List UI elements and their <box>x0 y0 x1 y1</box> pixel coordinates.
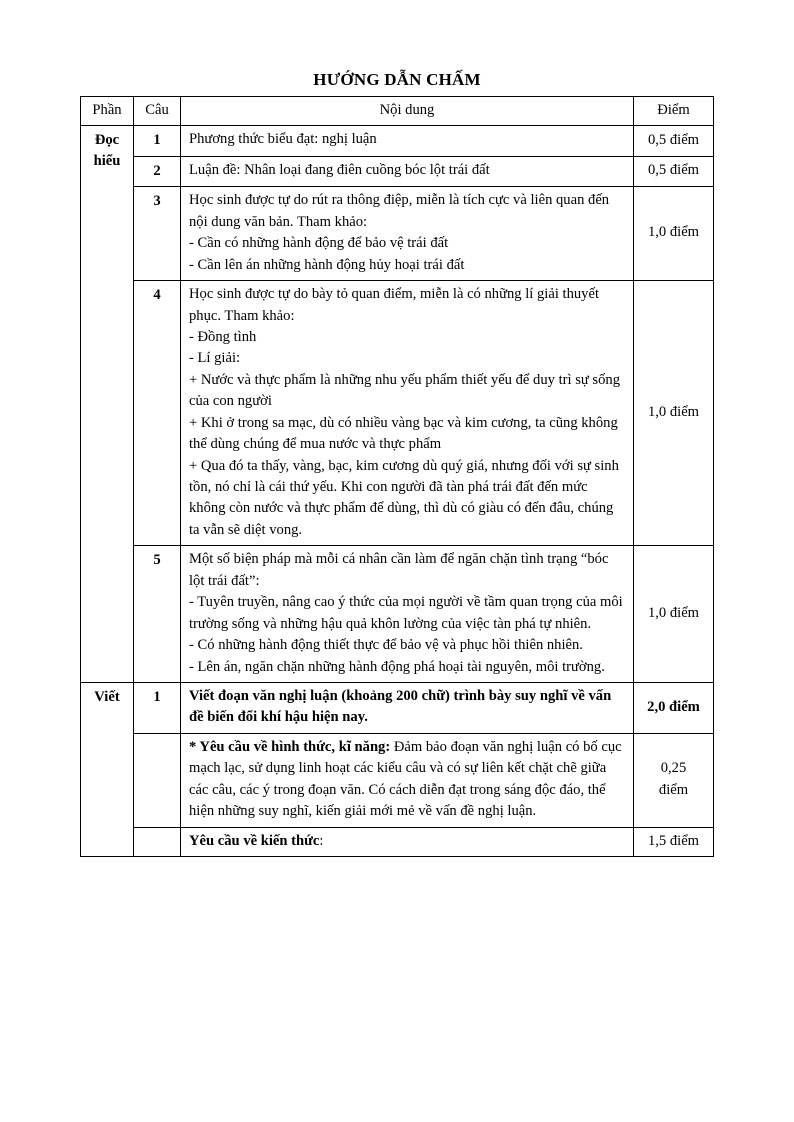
question-content <box>181 281 634 546</box>
question-number: 1 <box>134 126 181 156</box>
table-row <box>81 126 714 156</box>
content-line: Một số biện pháp mà mỗi cá nhân cần làm để ngăn chặn tình trạng “bóc lột trái đất”: <box>189 551 609 589</box>
content-rest: Đảm bảo đoạn văn nghị luận có bố cục mạch lạc, sử dụng linh hoạt các kiểu câu và có sự liên kết chặt chẽ giữa các câu, các ý trong đoạn văn. Có cách diễn đạt trong sáng độc đáo, thể hiện những suy nghĩ, kiến giải mới mẻ về vấn đề nghị luận. <box>189 738 622 820</box>
content-line: + Nước và thực phẩm là những nhu yếu phẩm thiết yếu để duy trì sự sống của con người <box>189 371 621 410</box>
content-line: - Có những hành động thiết thực để bảo vệ và phục hồi thiên nhiên. <box>189 637 583 654</box>
table-header-row <box>81 97 714 126</box>
page-title: HƯỚNG DẪN CHẤM <box>313 70 481 89</box>
content-line: - Cần có những hành động để bảo vệ trái đất <box>189 235 449 252</box>
question-content <box>181 546 634 683</box>
question-number: 4 <box>134 281 181 546</box>
content-rest: : <box>319 832 324 849</box>
content-line: - Tuyên truyền, nâng cao ý thức của mọi người về tầm quan trọng của môi trường sống và những hậu quả khôn lường của việc tàn phá tự nhiên. <box>189 594 623 632</box>
question-content <box>181 156 634 186</box>
question-content <box>181 682 634 733</box>
question-number <box>134 733 181 827</box>
column-header-question: Câu <box>134 97 181 126</box>
table-row <box>81 827 714 856</box>
question-number <box>134 827 181 856</box>
section-label-writing <box>81 682 134 856</box>
score-cell: 0,5 điểm <box>634 126 714 156</box>
question-content <box>181 827 634 856</box>
content-line: - Cần lên án những hành động hủy hoại trái đất <box>189 256 465 273</box>
score-value-line-2: điểm <box>658 781 689 798</box>
question-number: 5 <box>134 546 181 683</box>
content-line-bold: Viết đoạn văn nghị luận (khoảng 200 chữ) trình bày suy nghĩ về vấn đề biến đổi khí hậu hiện nay. <box>189 687 612 726</box>
content-line: Luận đề: Nhân loại đang điên cuồng bóc lột trái đất <box>189 161 490 178</box>
table-row <box>81 281 714 546</box>
section-label-line-2: hiểu <box>93 153 121 170</box>
content-line: Học sinh được tự do rút ra thông điệp, miễn là tích cực và liên quan đến nội dung văn bản. Tham khảo: <box>189 192 610 230</box>
score-value: 2,0 điểm <box>647 698 700 715</box>
content-lead: * Yêu cầu về hình thức, kĩ năng: <box>189 738 391 755</box>
score-value-line-1: 0,25 <box>660 759 687 776</box>
score-cell: 1,0 điểm <box>634 187 714 281</box>
score-cell: 1,0 điểm <box>634 281 714 546</box>
question-content <box>181 187 634 281</box>
table-row <box>81 682 714 733</box>
section-label-line-1: Viết <box>94 688 120 705</box>
table-row <box>81 546 714 683</box>
table-header <box>81 97 714 126</box>
content-line: Học sinh được tự do bày tỏ quan điểm, miễn là có những lí giải thuyết phục. Tham khảo: <box>189 286 600 324</box>
table-row <box>81 733 714 827</box>
question-number: 3 <box>134 187 181 281</box>
grading-rubric-table <box>80 96 714 857</box>
table-row <box>81 156 714 186</box>
question-content <box>181 126 634 156</box>
table-body <box>81 126 714 857</box>
score-cell: 1,0 điểm <box>634 546 714 683</box>
content-line: - Lên án, ngăn chặn những hành động phá hoại tài nguyên, môi trường. <box>189 658 605 675</box>
question-content <box>181 733 634 827</box>
score-cell <box>634 733 714 827</box>
content-lead: Yêu cầu về kiến thức <box>189 832 320 849</box>
score-cell <box>634 682 714 733</box>
section-label-line-1: Đọc <box>94 132 120 149</box>
content-line: Phương thức biểu đạt: nghị luận <box>189 131 377 148</box>
content-line: - Lí giải: <box>189 350 241 367</box>
column-header-score: Điểm <box>634 97 714 126</box>
score-cell: 1,5 điểm <box>634 827 714 856</box>
section-label-reading <box>81 126 134 683</box>
question-number: 1 <box>134 682 181 733</box>
score-cell: 0,5 điểm <box>634 156 714 186</box>
content-line: + Qua đó ta thấy, vàng, bạc, kim cương dù quý giá, nhưng đối với sự sinh tồn, nó chỉ là cái thứ yếu. Khi con người đã tàn phá trái đất đến mức không còn nước và thực phẩm để dùng, thì dù có giàu có đến đâu, chúng ta vẫn sẽ diệt vong. <box>189 457 619 538</box>
column-header-content: Nội dung <box>181 97 634 126</box>
question-number: 2 <box>134 156 181 186</box>
content-line: + Khi ở trong sa mạc, dù có nhiều vàng bạc và kim cương, ta cũng không thể dùng chúng để mua nước và thực phẩm <box>189 414 618 453</box>
column-header-part: Phần <box>81 97 134 126</box>
table-row <box>81 187 714 281</box>
content-line: - Đồng tình <box>189 328 257 345</box>
